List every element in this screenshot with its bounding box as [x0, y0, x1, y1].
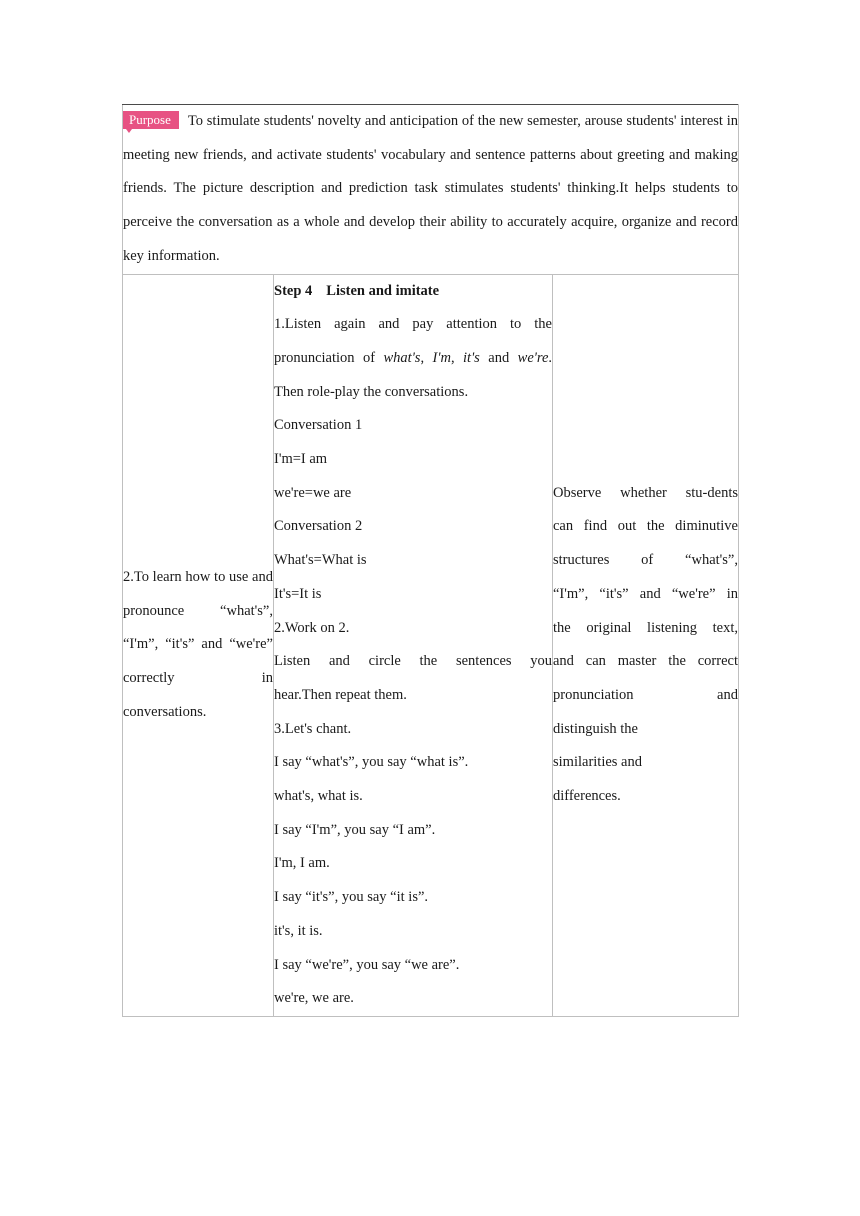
- chant-line: I say “what's”, you say “what is”.: [274, 754, 469, 771]
- chant-line: I say “we're”, you say “we are”.: [274, 956, 460, 973]
- chant-line: I say “I'm”, you say “I am”.: [274, 821, 436, 838]
- word-whats: what's: [383, 349, 421, 366]
- chant-line: we're, we are.: [274, 990, 354, 1007]
- step-row: [123, 274, 739, 1016]
- chant-line: I'm, I am.: [274, 855, 330, 872]
- evaluation-line: differences.: [553, 788, 621, 805]
- word-were: we're: [517, 349, 549, 366]
- evaluation-line: can find out the diminutive: [553, 518, 738, 535]
- conversation-2-heading: Conversation 2: [274, 518, 363, 535]
- purpose-text: To stimulate students' novelty and anticipation of the new semester, arouse students' interest in meeting new friends, and activate students' vocabulary and sentence patterns about greeting and making friends. The picture description and prediction task stimulates students' thinking.It helps students to perceive the conversation as a whole and develop their ability to accurately acquire, organize and record key information.: [123, 113, 738, 264]
- evaluation-line: structures of “what's”,: [553, 552, 738, 569]
- evaluation-line: similarities and: [553, 754, 642, 771]
- evaluation-line: the original listening text,: [553, 619, 738, 636]
- task1-after-line: Then role-play the conversations.: [274, 383, 469, 400]
- task1-words-line: pronunciation of what's, I'm, it's and we're.: [274, 349, 553, 366]
- objective-text: 2.To learn how to use and pronounce “what's”, “I'm”, “it's” and “we're” correctly in conversations.: [123, 568, 273, 720]
- evaluation-cell: [553, 274, 739, 1016]
- evaluation-line: distinguish the: [553, 720, 638, 737]
- contraction-line: What's=What is: [274, 552, 367, 569]
- chant-line: what's, what is.: [274, 788, 363, 805]
- task2-line: Listen and circle the sentences you: [274, 653, 552, 670]
- task1-line: 1.Listen again and pay attention to the: [274, 316, 552, 333]
- contraction-line: I'm=I am: [274, 451, 328, 468]
- purpose-row: [123, 105, 739, 275]
- chant-line: I say “it's”, you say “it is”.: [274, 889, 429, 906]
- lesson-plan-table: [122, 104, 739, 1017]
- evaluation-line: “I'm”, “it's” and “we're” in: [553, 585, 738, 602]
- evaluation-line: and can master the correct: [553, 653, 738, 670]
- purpose-badge: Purpose: [123, 111, 179, 129]
- task2-heading: 2.Work on 2.: [274, 619, 350, 636]
- step-title: Listen and imitate: [326, 282, 440, 299]
- contraction-line: It's=It is: [274, 585, 322, 602]
- word-its: it's: [463, 349, 480, 366]
- step-label: Step 4: [274, 282, 313, 299]
- purpose-cell: [123, 105, 739, 275]
- step-heading: [274, 275, 552, 309]
- evaluation-line: Observe whether stu-dents: [553, 484, 738, 501]
- chant-line: it's, it is.: [274, 922, 323, 939]
- word-im: I'm: [432, 349, 451, 366]
- steps-cell: [274, 274, 553, 1016]
- conversation-1-heading: Conversation 1: [274, 417, 363, 434]
- objective-cell: [123, 274, 274, 1016]
- contraction-line: we're=we are: [274, 484, 352, 501]
- evaluation-line: pronunciation and: [553, 686, 738, 703]
- task2-line: hear.Then repeat them.: [274, 686, 407, 703]
- task3-heading: 3.Let's chant.: [274, 720, 352, 737]
